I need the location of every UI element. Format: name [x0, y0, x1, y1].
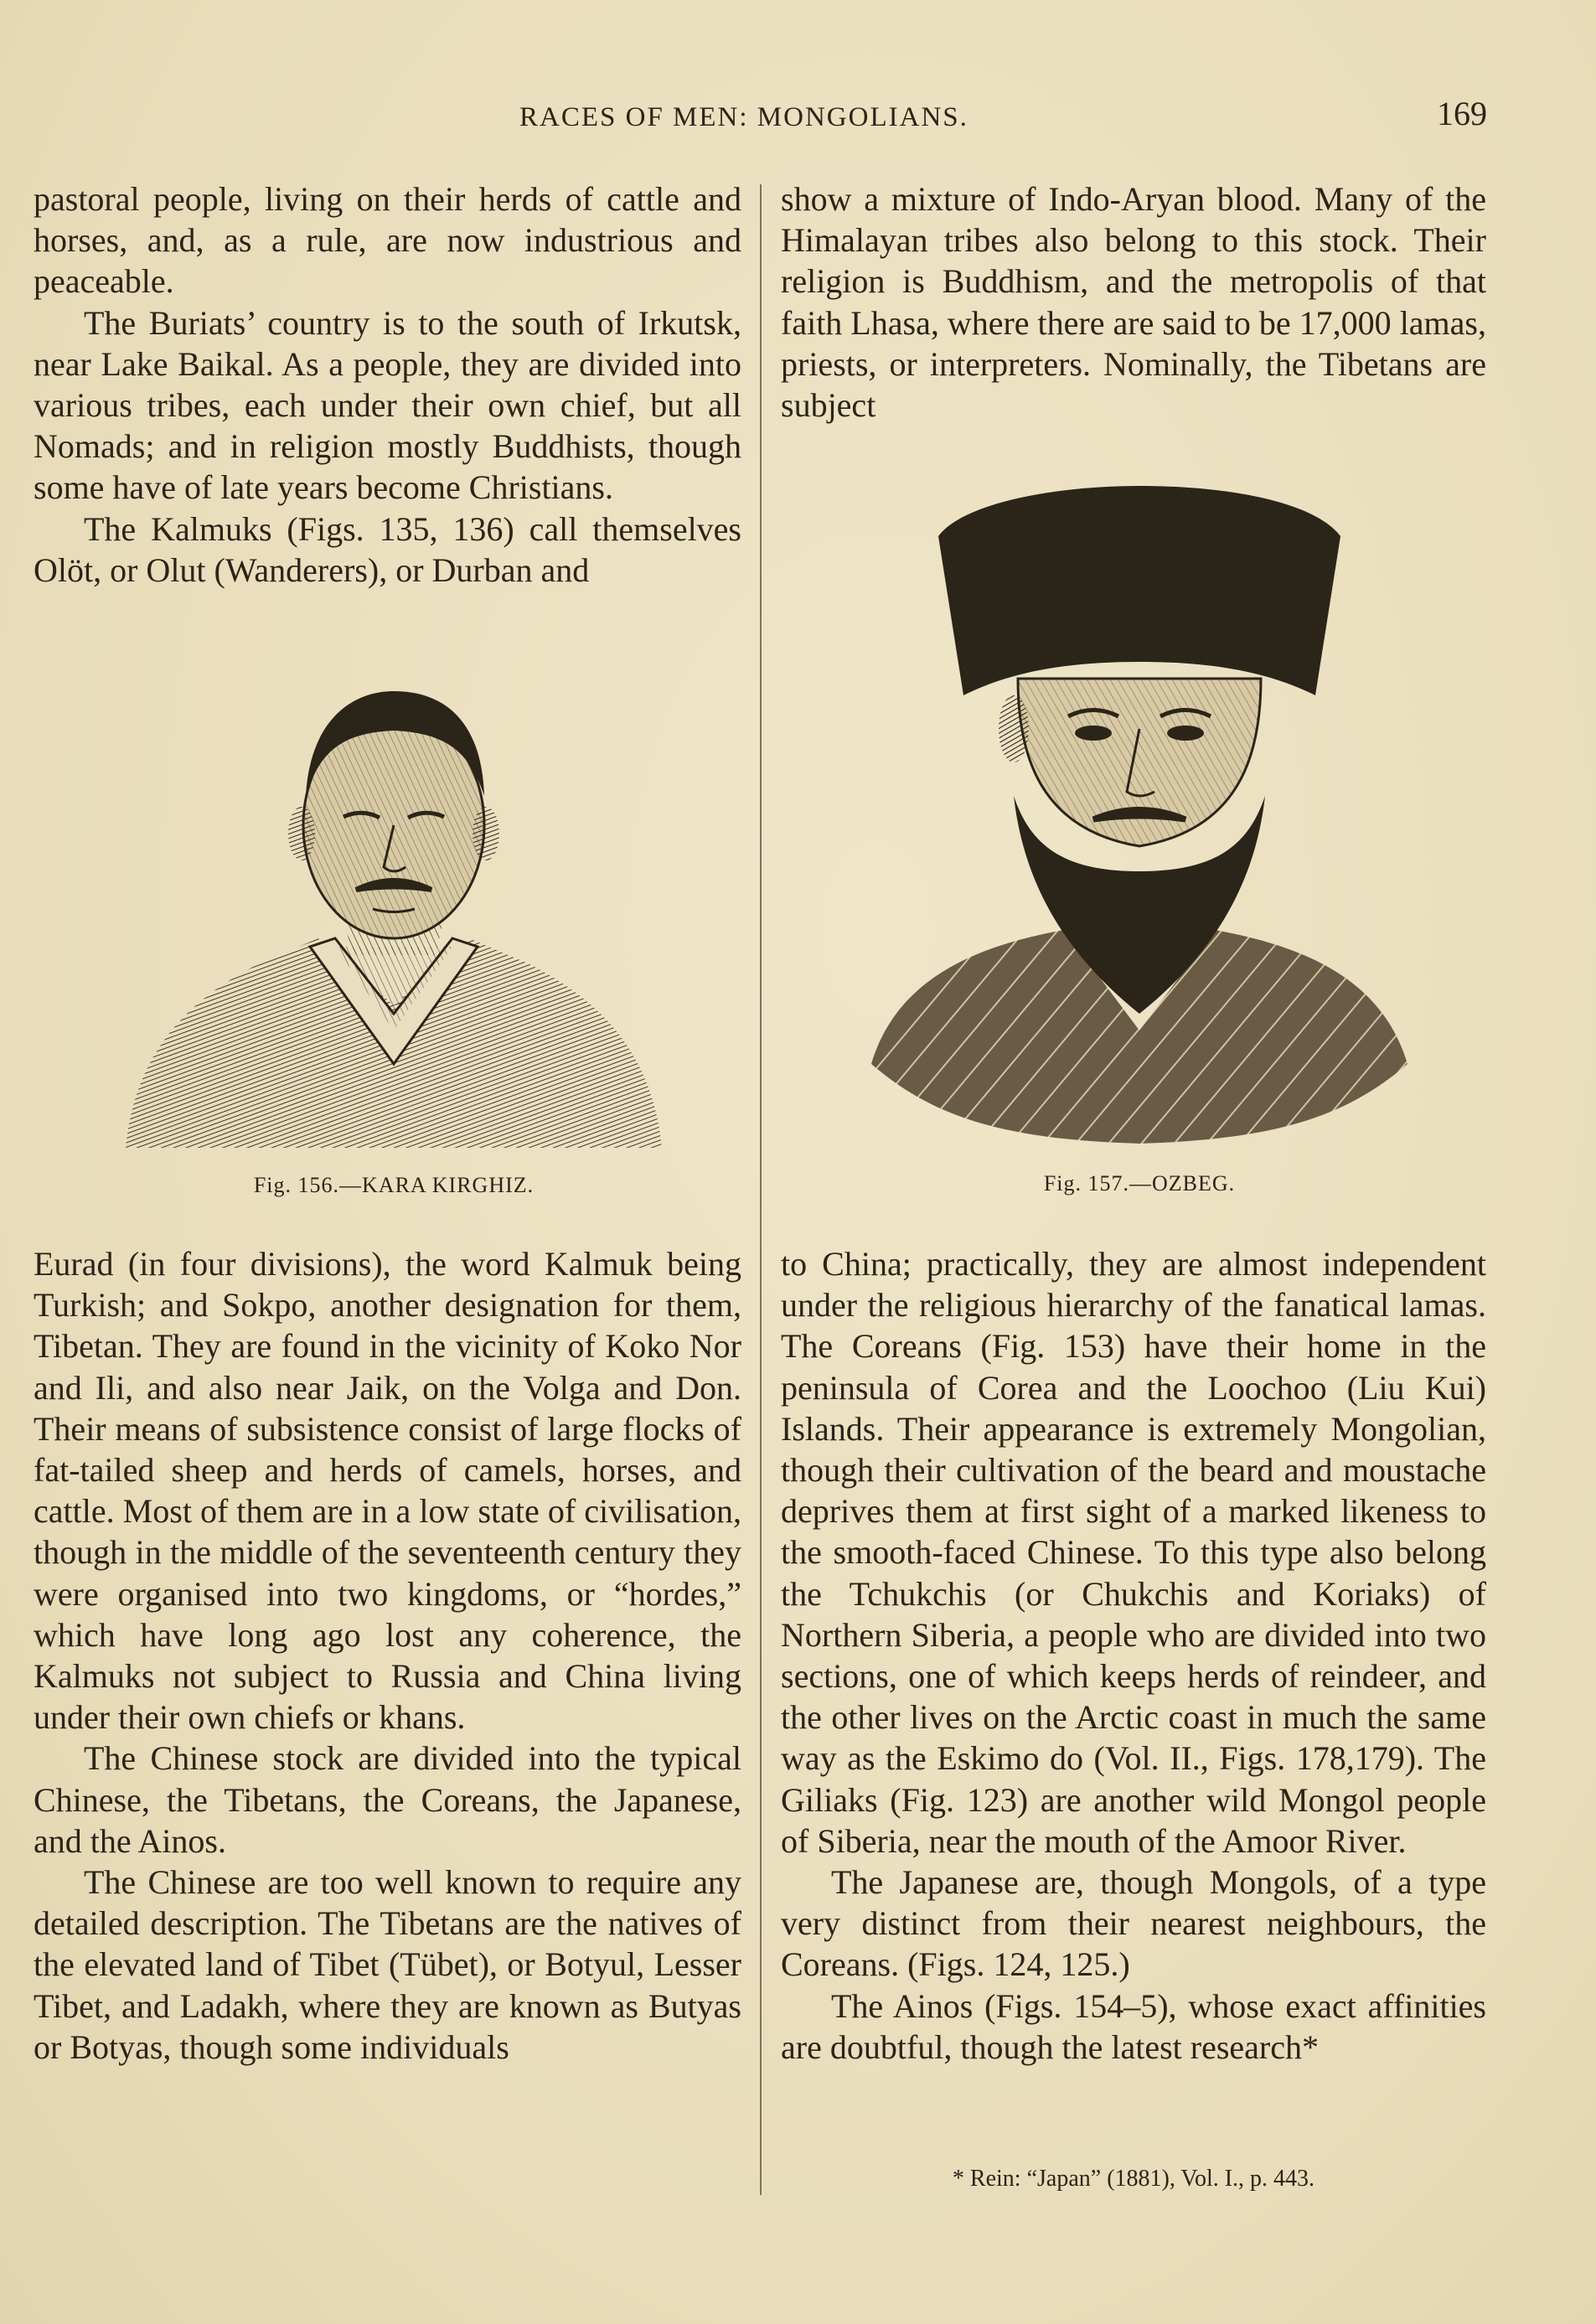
- paragraph: The Chinese stock are divided into the typical Chinese, the Tibetans, the Coreans, the Japanese, and the Ainos.: [34, 1739, 741, 1860]
- footnote: * Rein: “Japan” (1881), Vol. I., p. 443.: [952, 2166, 1315, 2192]
- paragraph: show a mixture of Indo-Aryan blood. Many of the Himalayan tribes also belong to this stock. Their religion is Buddhism, and the metropolis of that faith Lhasa, where there are said to be 17,000 lamas, priests, or interpreters. Nominally, the Tibetans are subject: [781, 180, 1486, 425]
- paragraph: The Japanese are, though Mongols, of a type very distinct from their nearest neighbours, the Coreans. (Figs. 124, 125.): [781, 1863, 1486, 1984]
- paragraph: The Ainos (Figs. 154–5), whose exact affinities are doubtful, though the latest research*: [781, 1986, 1486, 2066]
- figure-156-kara-kirghiz: [101, 670, 687, 1156]
- figure-157-ozbeg: [846, 478, 1433, 1148]
- engraving-portrait-icon: [101, 670, 687, 1156]
- paragraph: to China; practically, they are almost independent under the religious hierarchy of the fanatical lamas. The Coreans (Fig. 153) have their home in the peninsula of Corea and the Loochoo (Liu Kui) Islands. Their appearance is extremely Mongolian, though their cultivation of the beard and moustache deprives them at first sight of a marked likeness to the smooth-faced Chinese. To this type also belong the Tchukchis (or Chukchis and Koriaks) of Northern Siberia, a people who are divided into two sections, one of which keeps herds of reindeer, and the other lives on the Arctic coast in much the same way as the Eskimo do (Vol. II., Figs. 178,179). The Giliaks (Fig. 123) are another wild Mongol people of Siberia, near the mouth of the Amoor River.: [781, 1245, 1486, 1860]
- figure-156-caption: Fig. 156.—KARA KIRGHIZ.: [253, 1173, 535, 1197]
- paragraph: The Kalmuks (Figs. 135, 136) call themselves Olöt, or Olut (Wanderers), or Durban and: [34, 509, 741, 589]
- paragraph: pastoral people, living on their herds of cattle and horses, and, as a rule, are now industrious and peaceable.: [34, 180, 741, 301]
- right-column-lower: [781, 1243, 1486, 2068]
- running-head: [0, 94, 1596, 144]
- engraving-portrait-icon: [846, 478, 1433, 1148]
- right-column-upper: [781, 178, 1486, 426]
- left-column-lower: [34, 1243, 741, 2068]
- paragraph: The Buriats’ country is to the south of Irkutsk, near Lake Baikal. As a people, they are divided into various tribes, each under their own chief, but all Nomads; and in religion mostly Buddhists, though some have of late years become Christians.: [34, 303, 741, 507]
- column-divider: [760, 184, 762, 2195]
- left-column-upper: [34, 178, 741, 591]
- page-number: 169: [1437, 95, 1487, 132]
- figure-157-caption: Fig. 157.—OZBEG.: [1043, 1171, 1236, 1196]
- paragraph: The Chinese are too well known to require any detailed description. The Tibetans are the natives of the elevated land of Tibet (Tübet), or Botyul, Lesser Tibet, and Ladakh, where they are known as Butyas or Botyas, though some individuals: [34, 1863, 741, 2066]
- running-title: RACES OF MEN: MONGOLIANS.: [519, 102, 968, 132]
- paragraph: Eurad (in four divisions), the word Kalmuk being Turkish; and Sokpo, another designation for them, Tibetan. They are found in the vicinity of Koko Nor and Ili, and also near Jaik, on the Volga and Don. Their means of subsistence consist of large flocks of fat-tailed sheep and herds of camels, horses, and cattle. Most of them are in a low state of civilisation, though in the middle of the seventeenth century they were organised into two kingdoms, or “hordes,” which have long ago lost any coherence, the Kalmuks not subject to Russia and China living under their own chiefs or khans.: [34, 1245, 741, 1737]
